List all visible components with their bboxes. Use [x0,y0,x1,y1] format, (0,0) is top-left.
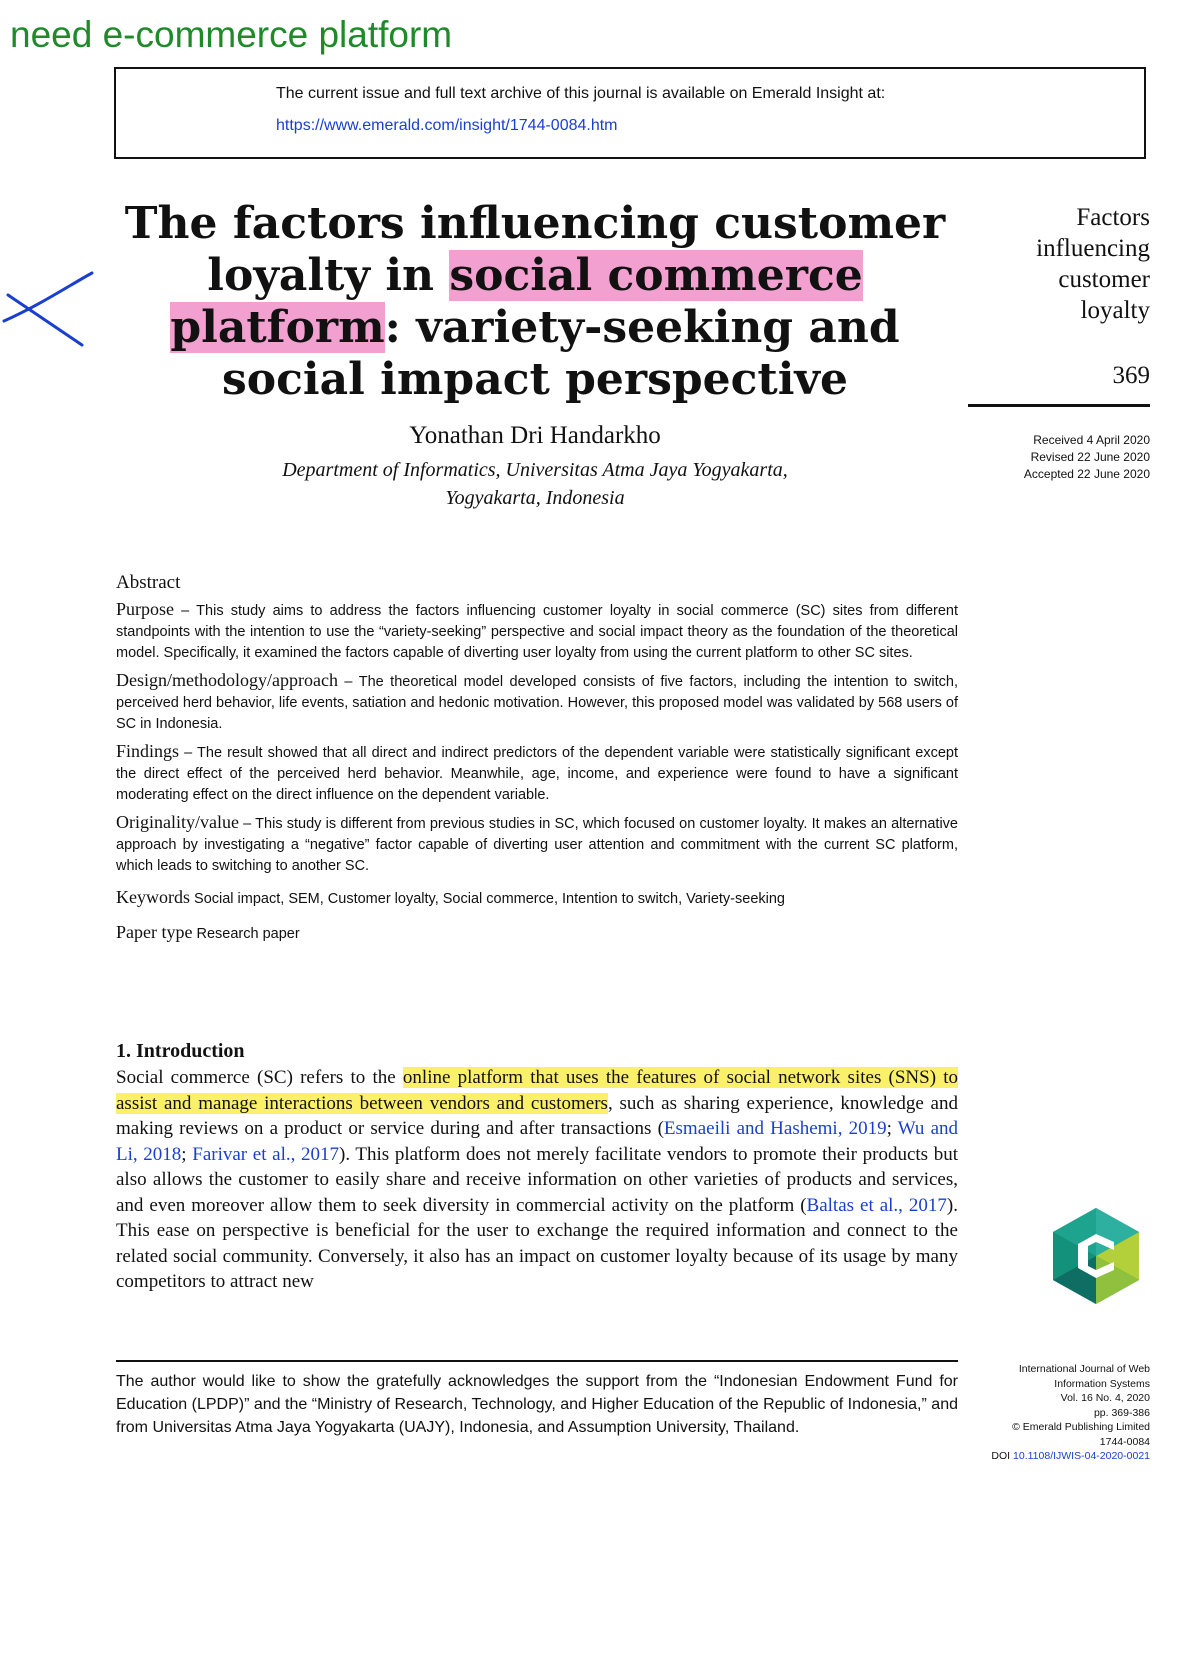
doi-link[interactable]: 10.1108/IJWIS-04-2020-0021 [1013,1450,1150,1462]
originality-label: Originality/value [116,812,239,832]
affiliation-line-1: Department of Informatics, Universitas Atma Jaya Yogyakarta, [282,459,788,481]
journal-name-line-2: Information Systems [1054,1377,1150,1390]
journal-publisher: © Emerald Publishing Limited [1012,1421,1150,1433]
affiliation-line-2: Yogyakarta, Indonesia [445,487,625,509]
archive-notice-box [114,67,1146,159]
abstract-section [116,572,958,951]
handwritten-note: need e-commerce platform [10,14,453,55]
running-head-line: loyalty [1080,297,1150,324]
keywords-label: Keywords [116,887,190,907]
citation-link[interactable]: Farivar et al., 2017 [192,1143,340,1165]
intro-text: ; [886,1118,898,1139]
findings-label: Findings [116,741,180,761]
title-highlight: social commerce platform [170,250,863,353]
revised-date: Revised 22 June 2020 [1030,450,1150,464]
purpose-text: – This study aims to address the factors influencing customer loyalty in social commerce (SC) sites from different standpoints with the intention to use the “variety-seeking” perspective and social impact theory as the foundation of the theoretical model. Specifically, it examined the factors capable of diverting user loyalty from using the current platform to other SC sites. [116,603,958,661]
originality-text: – This study is different from previous studies in SC, which focused on customer loyalty. It makes an alternative approach by investigating a “negative” factor capable of diverting user attention and commitment with the current SC platform, which leads to switching to another SC. [116,816,958,874]
author-name: Yonathan Dri Handarkho [409,422,661,449]
journal-issn: 1744-0084 [1099,1435,1150,1448]
intro-highlight: online platform that uses the features of social network sites (SNS) to assist and manage interactions between vendors and customers [116,1067,959,1114]
abstract-purpose [116,599,958,664]
introduction-paragraph [116,1065,958,1295]
running-head-line: customer [1058,266,1150,293]
abstract-heading: Abstract [116,572,181,593]
received-date: Received 4 April 2020 [1033,433,1150,447]
sidebar-divider [968,404,1150,407]
journal-doi [960,1449,1150,1464]
design-text: – The theoretical model developed consists of five factors, including the intention to switch, perceived herd behavior, life events, satiation and hedonic motivation. However, this proposed model was validated by 568 users of SC in Indonesia. [116,674,958,732]
intro-text: ). This ease on perspective is beneficial for the user to exchange the required information and connect to the related social community. Conversely, it also has an impact on customer loyalty because of its usage by many competitors to attract new [116,1194,958,1292]
paper-type [116,922,958,945]
intro-text: Social commerce (SC) refers to the [116,1067,403,1088]
journal-volume: Vol. 16 No. 4, 2020 [1060,1392,1150,1404]
abstract-originality [116,812,958,877]
citation-link[interactable]: Esmaeili and Hashemi, 2019 [663,1118,887,1139]
introduction-section [116,1040,958,1295]
running-head [960,202,1150,326]
abstract-findings [116,741,958,806]
intro-text: ). This platform does not merely facilitate vendors to promote their products but also allows the customer to easily share and receive information on other varieties of products and services, and even moreover allow them to seek diversity in commercial activity on the platform ( [116,1143,959,1216]
archive-notice-text: The current issue and full text archive of this journal is available on Emerald Insight at: [276,85,886,102]
emerald-publishing-logo-icon [1046,1206,1146,1306]
citation-link[interactable]: Baltas et al., 2017 [806,1194,947,1216]
paper-type-text: Research paper [192,926,300,942]
page-number: 369 [1112,362,1150,389]
journal-pages: pp. 369-386 [1093,1406,1150,1419]
keywords [116,887,958,910]
submission-dates [960,432,1150,483]
archive-url-link[interactable]: https://www.emerald.com/insight/1744-0084.htm [276,117,618,134]
article-title [120,198,950,406]
running-head-line: Factors [1076,204,1150,231]
doi-label: DOI [991,1450,1014,1462]
journal-name-line-1: International Journal of Web [1018,1363,1150,1375]
title-part-1: The factors influencing customer loyalty in [124,198,946,301]
findings-text: – The result showed that all direct and indirect predictors of the dependent variable were statistically significant except the direct effect of the perceived herd behavior. Meanwhile, age, income, and experience were found to have a significant moderating effect on the direct influence on the dependent variable. [116,745,958,803]
design-label: Design/methodology/approach [116,670,338,690]
intro-text: , such as sharing experience, knowledge and making reviews on a product or service during and after transactions ( [116,1092,958,1139]
footnote-divider [116,1360,958,1362]
pen-x-mark-icon [0,265,100,355]
acknowledgement-footnote: The author would like to show the gratefully acknowledges the support from the “Indonesian Endowment Fund for Education (LPDP)” and the “Ministry of Research, Technology, and Higher Education of the Republic of Indonesia,” and from Universitas Atma Jaya Yogyakarta (UAJY), Indonesia, and Assumption University, Thailand. [116,1373,958,1436]
paper-type-label: Paper type [116,922,193,942]
keywords-text: Social impact, SEM, Customer loyalty, Social commerce, Intention to switch, Variety-seeking [190,891,785,907]
abstract-design [116,670,958,735]
introduction-heading: 1. Introduction [116,1040,245,1062]
purpose-label: Purpose [116,599,174,619]
title-part-2: : variety-seeking and social impact perspective [221,302,900,405]
intro-text: ; [181,1143,193,1165]
citation-link[interactable]: Wu and Li, 2018 [116,1118,959,1165]
running-head-line: influencing [1036,235,1150,262]
author-affiliation [120,456,950,512]
accepted-date: Accepted 22 June 2020 [1023,467,1150,481]
journal-info [960,1362,1150,1464]
